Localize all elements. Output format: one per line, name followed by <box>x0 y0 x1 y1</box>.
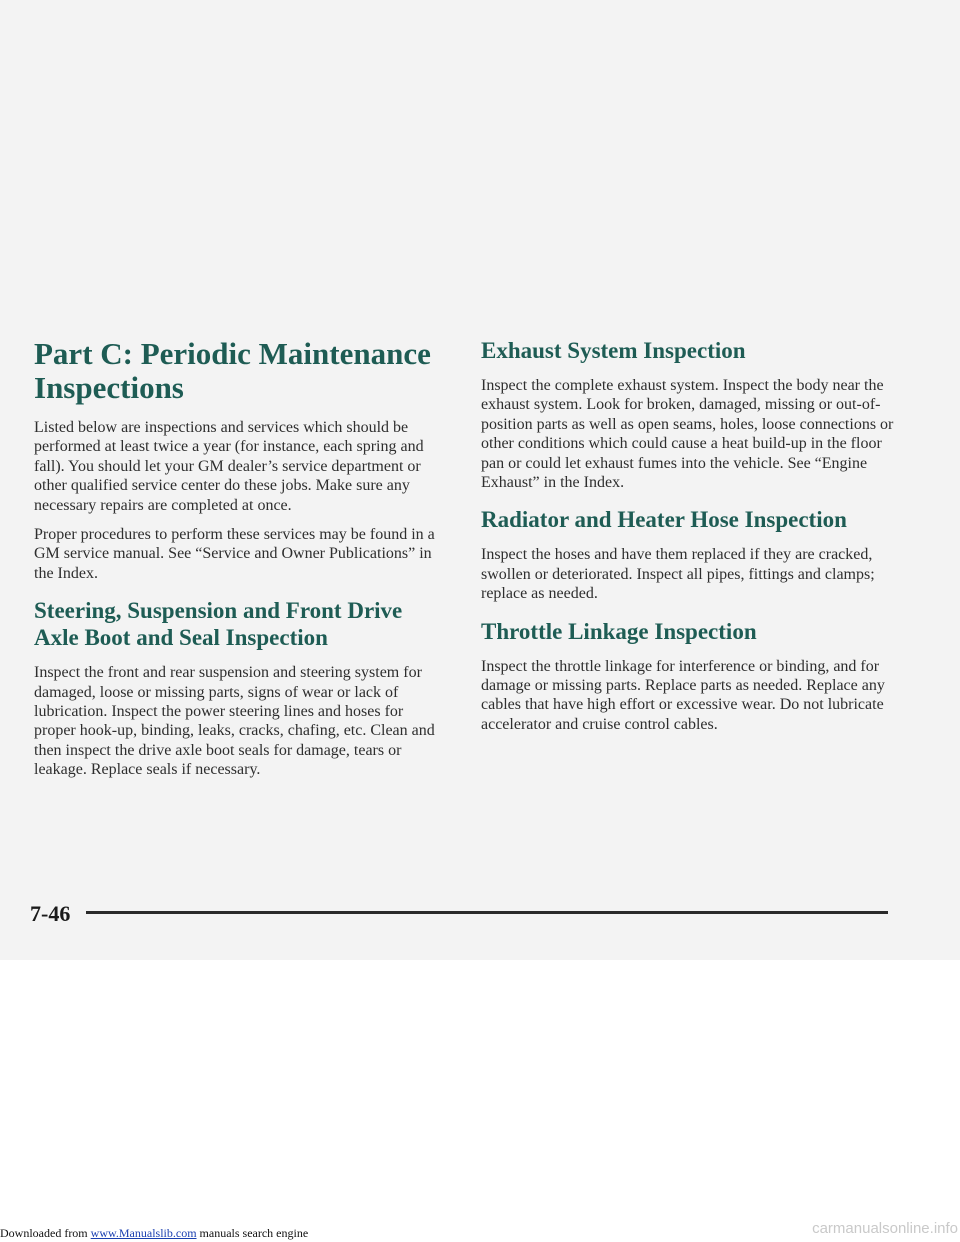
steering-heading: Steering, Suspension and Front Drive Axle Boot and Seal Inspection <box>34 598 403 651</box>
exhaust-paragraph: Inspect the complete exhaust system. Inspect the body near the exhaust system. Look for broken, damaged, missing or out-of-position parts as well as open seams, holes, loose connections or other conditions which could cause a heat build-up in the floor pan or could let exhaust fumes into the vehicle. See “Engine Exhaust” in the Index. <box>481 377 894 492</box>
footer-rule <box>86 911 888 914</box>
page-number: 7-46 <box>30 901 71 926</box>
right-column <box>481 337 901 744</box>
throttle-heading: Throttle Linkage Inspection <box>481 618 757 644</box>
download-footer <box>0 1226 308 1241</box>
intro-paragraph-1: Listed below are inspections and services which should be performed at least twice a year (for instance, each spring and fall). You should let your GM dealer’s service department or other qualified service center do these jobs. Make sure any necessary repairs are completed at once. <box>34 419 424 514</box>
footer-prefix: Downloaded from <box>0 1226 91 1240</box>
site-watermark: carmanualsonline.info <box>812 1220 958 1237</box>
intro-paragraph-2: Proper procedures to perform these services may be found in a GM service manual. See “Service and Owner Publications” in the Index. <box>34 526 435 582</box>
steering-paragraph: Inspect the front and rear suspension and steering system for damaged, loose or missing parts, signs of wear or lack of lubrication. Inspect the power steering lines and hoses for proper hook-up, binding, leaks, cracks, chafing, etc. Clean and then inspect the drive axle boot seals for damage, tears or leakage. Replace seals if necessary. <box>34 664 435 779</box>
left-column <box>34 337 444 790</box>
radiator-paragraph: Inspect the hoses and have them replaced if they are cracked, swollen or deteriorated. Inspect all pipes, fittings and clamps; replace as needed. <box>481 546 875 603</box>
footer-suffix: manuals search engine <box>196 1226 309 1240</box>
manualslib-link[interactable]: www.Manualslib.com <box>90 1226 197 1240</box>
radiator-heading: Radiator and Heater Hose Inspection <box>481 507 847 533</box>
section-title: Part C: Periodic Maintenance Inspections <box>34 336 431 405</box>
exhaust-heading: Exhaust System Inspection <box>481 338 746 363</box>
throttle-paragraph: Inspect the throttle linkage for interference or binding, and for damage or missing parts. Replace parts as needed. Replace any cables that have high effort or excessive wear. Do not lubricate accelerator and cruise control cables. <box>481 657 885 733</box>
